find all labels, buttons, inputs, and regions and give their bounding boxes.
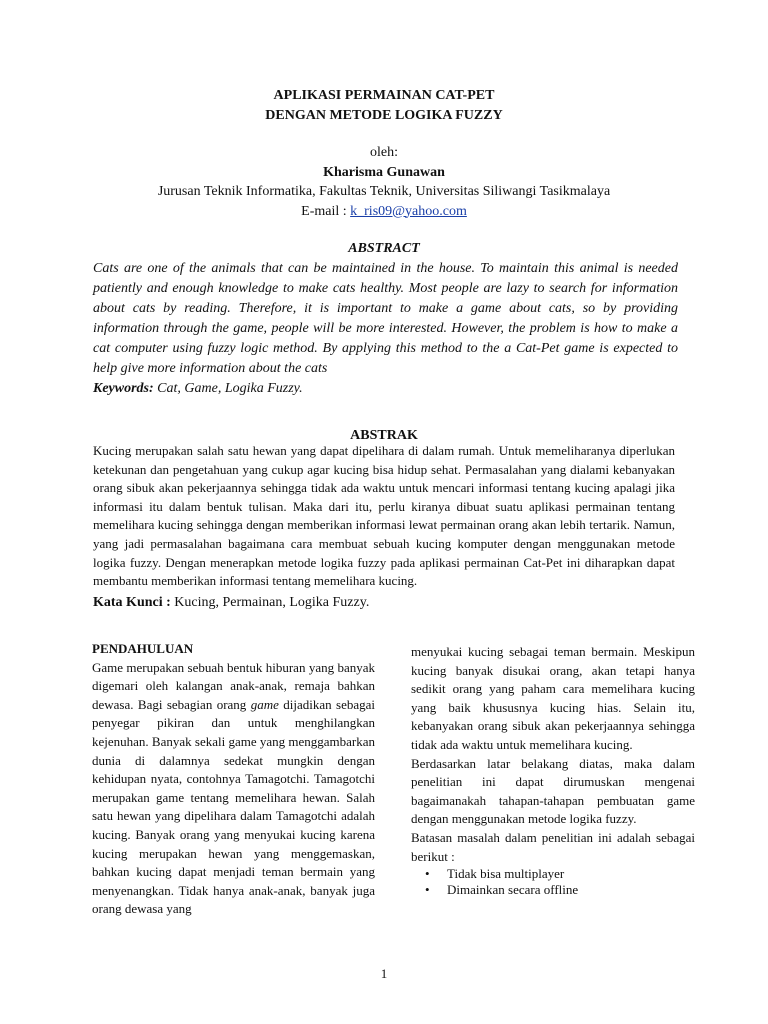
section-heading-pendahuluan: PENDAHULUAN — [92, 641, 194, 656]
column-left — [92, 640, 375, 919]
keywords-label: Keywords: — [93, 381, 154, 396]
title-line-1: APLIKASI PERMAINAN CAT-PET — [273, 88, 495, 103]
abstrak-heading: ABSTRAK — [350, 428, 418, 443]
list-item-text: Dimainkan secara offline — [447, 882, 579, 898]
author-name: Kharisma Gunawan — [323, 164, 445, 180]
limitations-list — [411, 866, 695, 898]
email-link[interactable]: k_ris09@yahoo.com — [350, 203, 467, 219]
bullet-icon: • — [425, 866, 430, 882]
intro-paragraph-3: Batasan masalah dalam penelitian ini adalah sebagai berikut : — [411, 829, 695, 864]
intro-paragraph-1 — [92, 659, 375, 919]
page-number: 1 — [380, 966, 388, 981]
intro-paragraph-1-cont: menyukai kucing sebagai teman bermain. Meskipun kucing banyak disukai orang, akan tetapi hanya sedikit orang yang paham cara memelihara kucing yang baik khususnya kucing hias. Selain itu, kebanyakan orang sibuk akan pekerjaannya sehingga tidak ada waktu untuk memelihara kucing. — [411, 644, 695, 752]
paper-title — [0, 86, 768, 126]
abstrak — [93, 442, 675, 613]
title-line-2: DENGAN METODE LOGIKA FUZZY — [265, 108, 503, 123]
kata-kunci-text: Kucing, Permainan, Logika Fuzzy. — [170, 594, 370, 610]
abstrak-keywords — [93, 593, 675, 613]
kata-kunci-label: Kata Kunci : — [93, 594, 171, 610]
list-item — [425, 882, 695, 898]
abstrak-body: Kucing merupakan salah satu hewan yang dapat dipelihara di dalam rumah. Untuk memeliharanya diperlukan ketekunan dan pengetahuan yang cukup agar kucing bisa hidup sehat. Permasalahan yang dialami kebanyakan orang sibuk akan pekerjaannya sehingga tidak ada waktu untuk mencari informasi tentang kucing apalagi jika informasi itu dalam bentuk tulisan. Maka dari itu, perlu kiranya dibuat suatu aplikasi permainan tentang memelihara kucing sehingga dengan memberikan informasi lewat permainan orang akan lebih tertarik. Namun, yang jadi permasalahan bagaimana cara membuat sebuah kucing komputer dengan menggunakan metode logika fuzzy. Dengan menerapkan metode logika fuzzy pada aplikasi permainan Cat-Pet ini diharapkan dapat membantu memberikan informasi tentang memelihara kucing. — [93, 443, 675, 589]
by-label: oleh: — [370, 145, 398, 160]
column-right — [411, 643, 695, 898]
intro-p1-part-b: dijadikan sebagai penyegar pikiran dan untuk menghilangkan kejenuhan. Banyak sekali game yang menggambarkan dunia di dalamnya sedekat mungkin dengan kehidupan nyata, contohnya Tamagotchi. Tamagotchi merupakan game tentang memelihara hewan. Salah satu hewan yang dipelihara dalam Tamagotchi adalah kucing. Banyak orang yang menyukai kucing karena kucing merupakan hewan yang menggemaskan, bahkan kucing dapat menjadi teman bermain yang menyenangkan. Tidak hanya anak-anak, banyak juga orang dewasa yang — [92, 696, 376, 917]
keywords-text: Cat, Game, Logika Fuzzy. — [153, 381, 303, 396]
list-item-text: Tidak bisa multiplayer — [447, 866, 565, 882]
abstract-en-keywords — [93, 379, 678, 399]
email-label: E-mail : — [301, 203, 351, 219]
abstract-en-heading: ABSTRACT — [348, 241, 420, 256]
list-item — [425, 866, 695, 882]
intro-p1-game-italic: game — [250, 696, 279, 712]
bullet-icon: • — [425, 882, 430, 898]
abstract-en — [93, 259, 678, 399]
abstract-en-body: Cats are one of the animals that can be maintained in the house. To maintain this animal is needed patiently and enough knowledge to make cats healthy. Most people are lazy to search for information about cats by reading. Therefore, it is important to make a game about cats, so by providing information through the game, people will be more interested. However, the problem is how to make a cat computer using fuzzy logic method. By applying this method to the a Cat-Pet game is expected to help give more information about the cats — [93, 261, 678, 376]
email-line — [0, 202, 768, 222]
intro-paragraph-2: Berdasarkan latar belakang diatas, maka dalam penelitian ini dapat dirumuskan mengenai bagaimanakah tahapan-tahapan pembuatan game dengan menggunakan metode logika fuzzy. — [411, 755, 695, 827]
affiliation: Jurusan Teknik Informatika, Fakultas Teknik, Universitas Siliwangi Tasikmalaya — [157, 184, 611, 199]
byline — [0, 143, 768, 221]
intro-p1-part-a: Game merupakan sebuah bentuk hiburan yang banyak digemari oleh kalangan anak-anak, remaja bahkan dewasa. Bagi sebagian orang — [92, 659, 375, 712]
